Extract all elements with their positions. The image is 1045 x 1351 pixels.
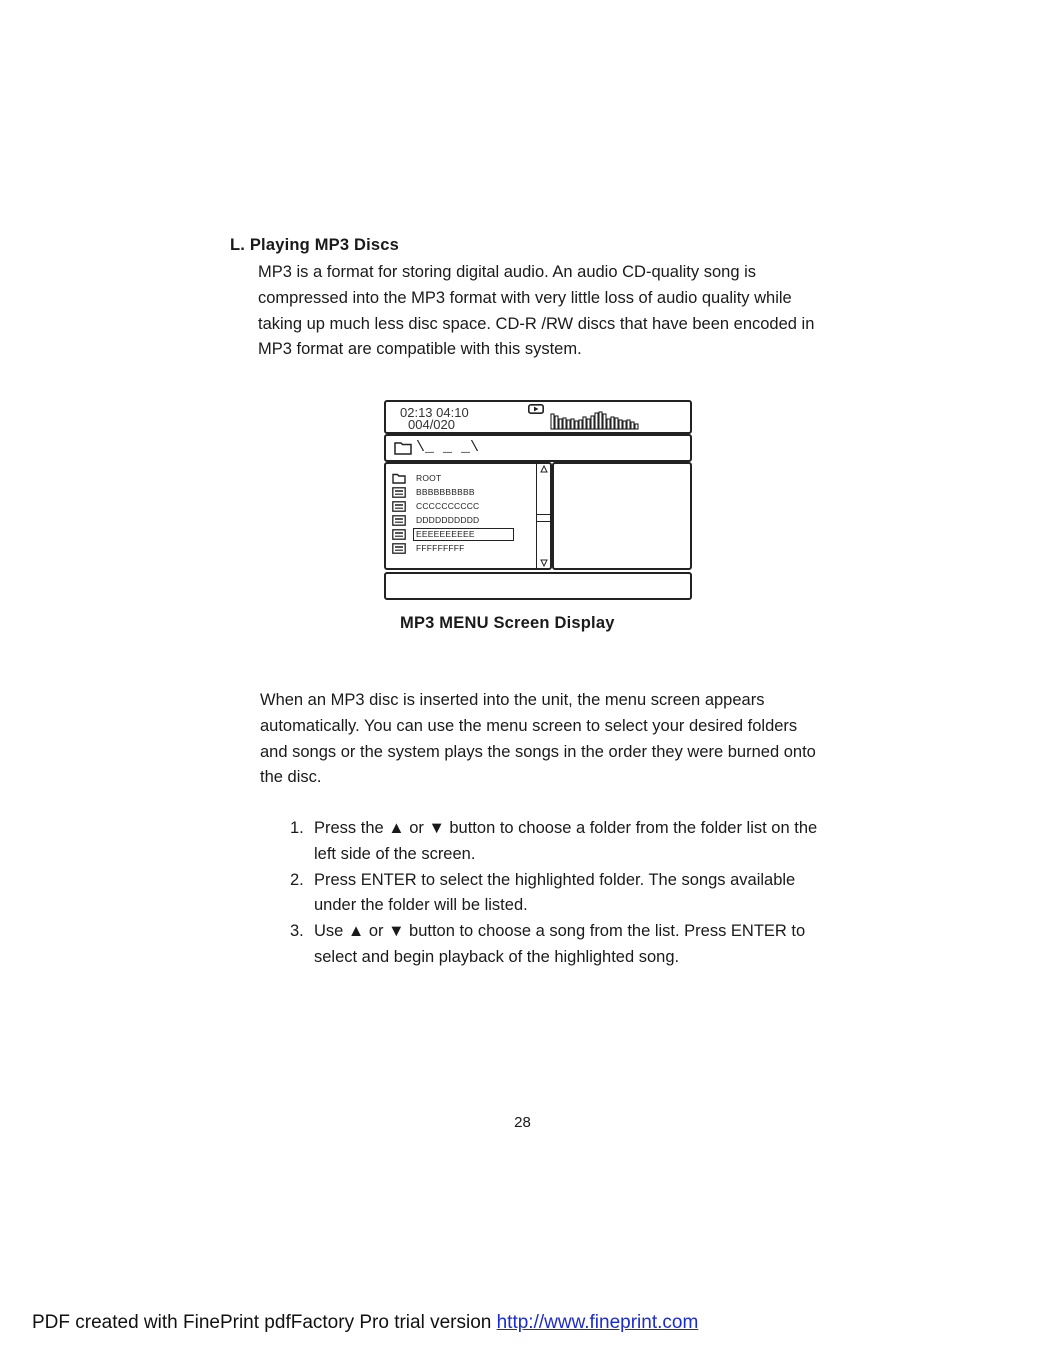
list-item[interactable] xyxy=(392,541,465,555)
list-item-label: FFFFFFFFF xyxy=(416,543,465,553)
list-item[interactable] xyxy=(392,485,475,499)
scroll-up-arrow-icon[interactable] xyxy=(540,465,548,473)
folder-icon xyxy=(394,441,412,455)
list-item-label: CCCCCCCCCC xyxy=(416,501,480,511)
page-number: 28 xyxy=(514,1114,531,1131)
pdf-footer xyxy=(32,1312,698,1334)
mp3-menu-figure xyxy=(384,400,692,602)
list-item[interactable] xyxy=(392,499,479,513)
list-scrollbar[interactable] xyxy=(536,464,550,568)
figure-caption: MP3 MENU Screen Display xyxy=(400,614,615,632)
play-icon xyxy=(528,404,544,414)
list-item-label: EEEEEEEEEE xyxy=(413,528,514,541)
folder-path-panel xyxy=(384,434,692,462)
list-item-label: BBBBBBBBBB xyxy=(416,487,475,497)
list-item xyxy=(290,868,825,920)
list-item xyxy=(290,919,825,971)
mp3-file-icon xyxy=(392,529,406,540)
section-heading: L. Playing MP3 Discs xyxy=(230,236,400,254)
list-item-label: DDDDDDDDDD xyxy=(416,515,480,525)
scroll-thumb[interactable] xyxy=(537,514,550,522)
intro-paragraph: MP3 is a format for storing digital audio. An audio CD-quality song is compressed into the MP3 format with very little loss of audio quality while taking up much less disc space. CD-R /RW discs that have been encoded in MP3 format are compatible with this system. xyxy=(258,263,815,359)
instruction-list xyxy=(290,816,825,971)
body-paragraph: When an MP3 disc is inserted into the unit, the menu screen appears automatically. You can use the menu screen to select your desired folders and songs or the system plays the songs in the order they were burned onto the disc. xyxy=(260,691,816,787)
list-item xyxy=(290,816,825,868)
folder-icon xyxy=(392,473,406,484)
list-item[interactable] xyxy=(392,513,479,527)
folder-path: \_ _ _\ xyxy=(416,439,480,456)
step-text: Use ▲ or ▼ button to choose a song from the list. Press ENTER to select and begin playback of the highlighted song. xyxy=(314,922,806,966)
mp3-file-icon xyxy=(392,501,406,512)
step-text: Press ENTER to select the highlighted folder. The songs available under the folder will be listed. xyxy=(314,870,796,915)
mp3-file-icon xyxy=(392,543,406,554)
list-item-highlighted[interactable] xyxy=(392,527,514,541)
time-readout: 02:13 04:10 xyxy=(400,405,469,420)
step-number: 3. xyxy=(290,922,304,941)
scroll-down-arrow-icon[interactable] xyxy=(540,559,548,567)
footer-text: PDF created with FinePrint pdfFactory Pro trial version xyxy=(32,1312,497,1333)
equalizer-icon xyxy=(550,410,646,430)
info-panel xyxy=(552,462,692,570)
step-number: 1. xyxy=(290,819,304,837)
step-number: 2. xyxy=(290,870,304,889)
track-counter: 004/020 xyxy=(408,417,455,432)
list-item[interactable] xyxy=(392,471,441,485)
list-item-label: ROOT xyxy=(416,473,442,483)
step-text: Press the ▲ or ▼ button to choose a folder from the folder list on the left side of the screen. xyxy=(314,819,818,863)
file-list-panel xyxy=(384,462,552,570)
bottom-status-panel xyxy=(384,572,692,600)
mp3-file-icon xyxy=(392,487,406,498)
footer-link[interactable]: http://www.fineprint.com xyxy=(496,1312,699,1333)
status-bar-panel xyxy=(384,400,692,434)
mp3-file-icon xyxy=(392,515,406,526)
